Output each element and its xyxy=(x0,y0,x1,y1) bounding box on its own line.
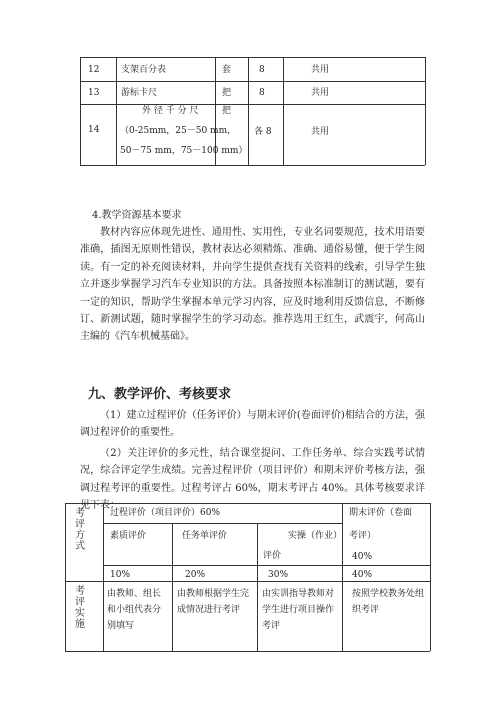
equipment-qty: 8 xyxy=(259,65,265,75)
practice-implementation: 由实训指导教师对学生进行项目操作考评 xyxy=(262,589,335,631)
row-number: 12 xyxy=(88,65,100,75)
final-evaluation-header-2: 考评） xyxy=(349,531,377,541)
equipment-name: 游标卡尺 xyxy=(121,88,158,98)
equipment-remark: 共用 xyxy=(311,127,330,137)
task-evaluation-label: 任务单评价 xyxy=(182,531,228,541)
equipment-unit: 把 xyxy=(222,88,232,98)
equipment-name-line: 50－75 mm，75－100 mm） xyxy=(120,146,248,156)
equipment-name: 支架百分表 xyxy=(121,65,167,75)
quality-evaluation-label: 素质评价 xyxy=(110,531,147,541)
evaluation-paragraph-1: （1）建立过程评价（任务评价）与期末评价(卷面评价)相结合的方法，强调过程评价的重要性。 xyxy=(80,410,425,439)
resources-heading: 4.教学资源基本要求 xyxy=(92,210,182,221)
row-label-method: 考评方式 xyxy=(75,508,85,552)
equipment-unit: 把 xyxy=(222,106,232,116)
row-number: 14 xyxy=(88,125,100,135)
equipment-unit: 套 xyxy=(222,65,232,75)
final-weight-header: 40% xyxy=(352,552,373,562)
equipment-remark: 共用 xyxy=(311,65,330,75)
practice-evaluation-label: 实操（作业） xyxy=(288,531,343,541)
process-evaluation-header: 过程评价（项目评价）60% xyxy=(110,508,221,518)
quality-implementation: 由教师、组长和小组代表分别填写 xyxy=(107,589,162,631)
quality-weight: 10% xyxy=(110,570,131,580)
equipment-qty: 各 8 xyxy=(254,127,272,137)
final-weight: 40% xyxy=(352,570,373,580)
practice-weight: 30% xyxy=(268,570,289,580)
equipment-qty: 8 xyxy=(259,88,265,98)
resources-paragraph: 教材内容应体现先进性、通用性、实用性，专业名词要规范，技术用语要准确，插图无原则性错误，教材表达必须精炼、准确、通俗易懂，便于学生阅读。有一定的补充阅读材料，并向学生提供查找有关资料的线索，引导学生独立并逐步掌握学习汽车专业知识的方法。具备按照本标准制订的测试题，要有一定的知识，帮助学生掌握本单元学习内容，应及时地利用反馈信息，不断修订、新测试题，随时掌握学生的学习动态。推荐选用王红生，武震宇，何高山主编的《汽车机械基础》。 xyxy=(80,227,425,343)
row-number: 13 xyxy=(88,88,100,98)
evaluation-paragraph-2: （2）关注评价的多元性，结合课堂提问、工作任务单、综合实践考试情况，综合评定学生成绩。完善过程评价（项目评价）和期末评价考核方法，强调过程考评的重要性。过程考评占 60%，期末考评占 40%。具体考核要求详见下表： xyxy=(80,448,425,512)
practice-evaluation-label-2: 评价 xyxy=(263,551,282,561)
final-implementation: 按照学校教务处组织考评 xyxy=(352,589,425,615)
section-title: 九、教学评价、考核要求 xyxy=(88,387,232,402)
final-evaluation-header: 期末评价（卷面 xyxy=(349,508,413,518)
equipment-name-line: （0-25mm，25－50 mm， xyxy=(120,126,237,136)
equipment-remark: 共用 xyxy=(311,88,330,98)
row-label-implementation: 考评实施 xyxy=(75,586,85,630)
equipment-name-line: 外 径 千 分 尺 xyxy=(142,106,199,116)
task-weight: 20% xyxy=(185,570,206,580)
task-implementation: 由教师根据学生完成情况进行考评 xyxy=(177,589,250,615)
